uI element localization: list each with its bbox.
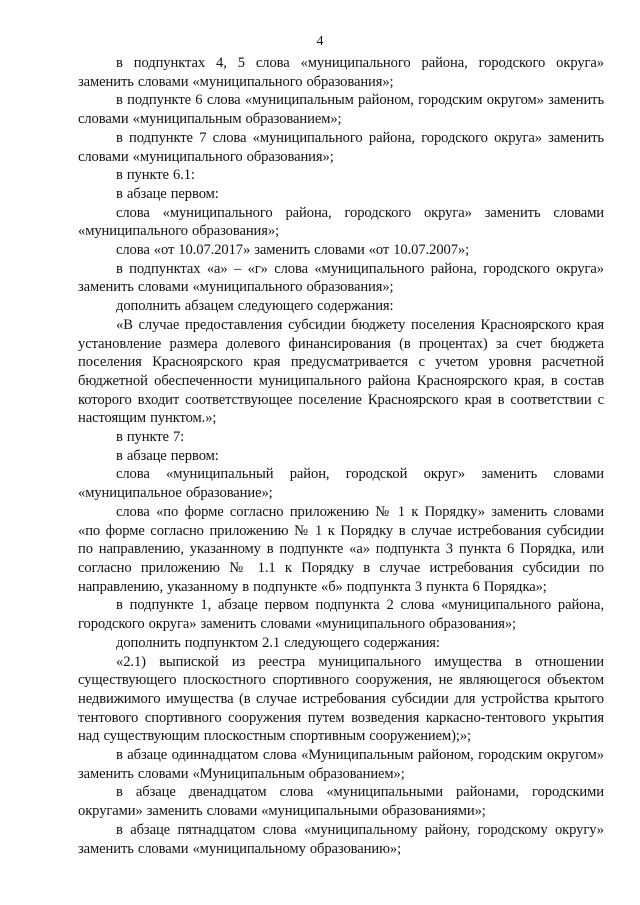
paragraph: в абзаце пятнадцатом слова «муниципальному району, городскому округу» заменить словами «муниципальному образованию»; [78,821,604,857]
paragraph: в подпунктах 4, 5 слова «муниципального района, городского округа» заменить словами «муниципального образования»; [78,55,604,90]
paragraph: в абзаце одиннадцатом слова «Муниципальным районом, городским округом» заменить словами «Муниципальным образованием»; [78,747,604,782]
paragraph: в пункте 7: [116,429,185,446]
quoted-paragraph: «В случае предоставления субсидии бюджету поселения Красноярского края установление размера долевого финансирования (в процентах) за счет бюджета поселения Красноярского края предусматривается с учетом уровня расчетной бюджетной обеспеченности муниципального района Красноярского края, в состав которого входит соответствующее поселение Красноярского края в соответствии с настоящим пунктом.»; [78,316,604,427]
document-body [78,54,604,858]
quoted-paragraph: «2.1) выпиской из реестра муниципального имущества в отношении существующего плоскостного спортивного сооружения, не являющегося объектом недвижимого имущества (в случае истребования субсидии для устройства крытого тентового спортивного сооружения путем возведения каркасно-тентового укрытия над существующим плоскостным спортивным сооружением);»; [78,653,604,745]
paragraph: дополнить подпунктом 2.1 следующего содержания: [116,634,440,651]
paragraph: дополнить абзацем следующего содержания: [116,298,394,315]
paragraph: в пункте 6.1: [116,167,195,184]
paragraph: слова «муниципальный район, городской округ» заменить словами «муниципальное образование»; [78,466,604,502]
paragraph: в подпункте 7 слова «муниципального района, городского округа» заменить словами «муниципального образования»; [78,129,604,165]
paragraph: в подпункте 1, абзаце первом подпункта 2 слова «муниципального района, городского округа» заменить словами «муниципального образования»; [78,597,604,633]
paragraph: в подпунктах «а» – «г» слова «муниципального района, городского округа» заменить словами «муниципального образования»; [78,260,604,296]
paragraph: слова «муниципального района, городского округа» заменить словами «муниципального образования»; [78,204,604,240]
paragraph: в абзаце двенадцатом слова «муниципальными районами, городскими округами» заменить словами «муниципальными образованиями»; [78,784,604,820]
page-number: 4 [316,34,324,49]
paragraph: в абзаце первом: [116,185,219,202]
paragraph: в абзаце первом: [116,447,219,464]
paragraph: слова «по форме согласно приложению № 1 к Порядку» заменить словами «по форме согласно приложению № 1 к Порядку в случае истребования субсидии по направлению, указанному в подпункте «а» подпункта 3 пункта 6 Порядка, или согласно приложению № 1.1 к Порядку в случае истребования субсидии по направлению, указанному в подпункте «б» подпункта 3 пункта 6 Порядка»; [78,503,604,595]
paragraph: слова «от 10.07.2017» заменить словами «от 10.07.2007»; [116,242,470,259]
paragraph: в подпункте 6 слова «муниципальным районом, городским округом» заменить словами «муниципальным образованием»; [78,92,604,128]
